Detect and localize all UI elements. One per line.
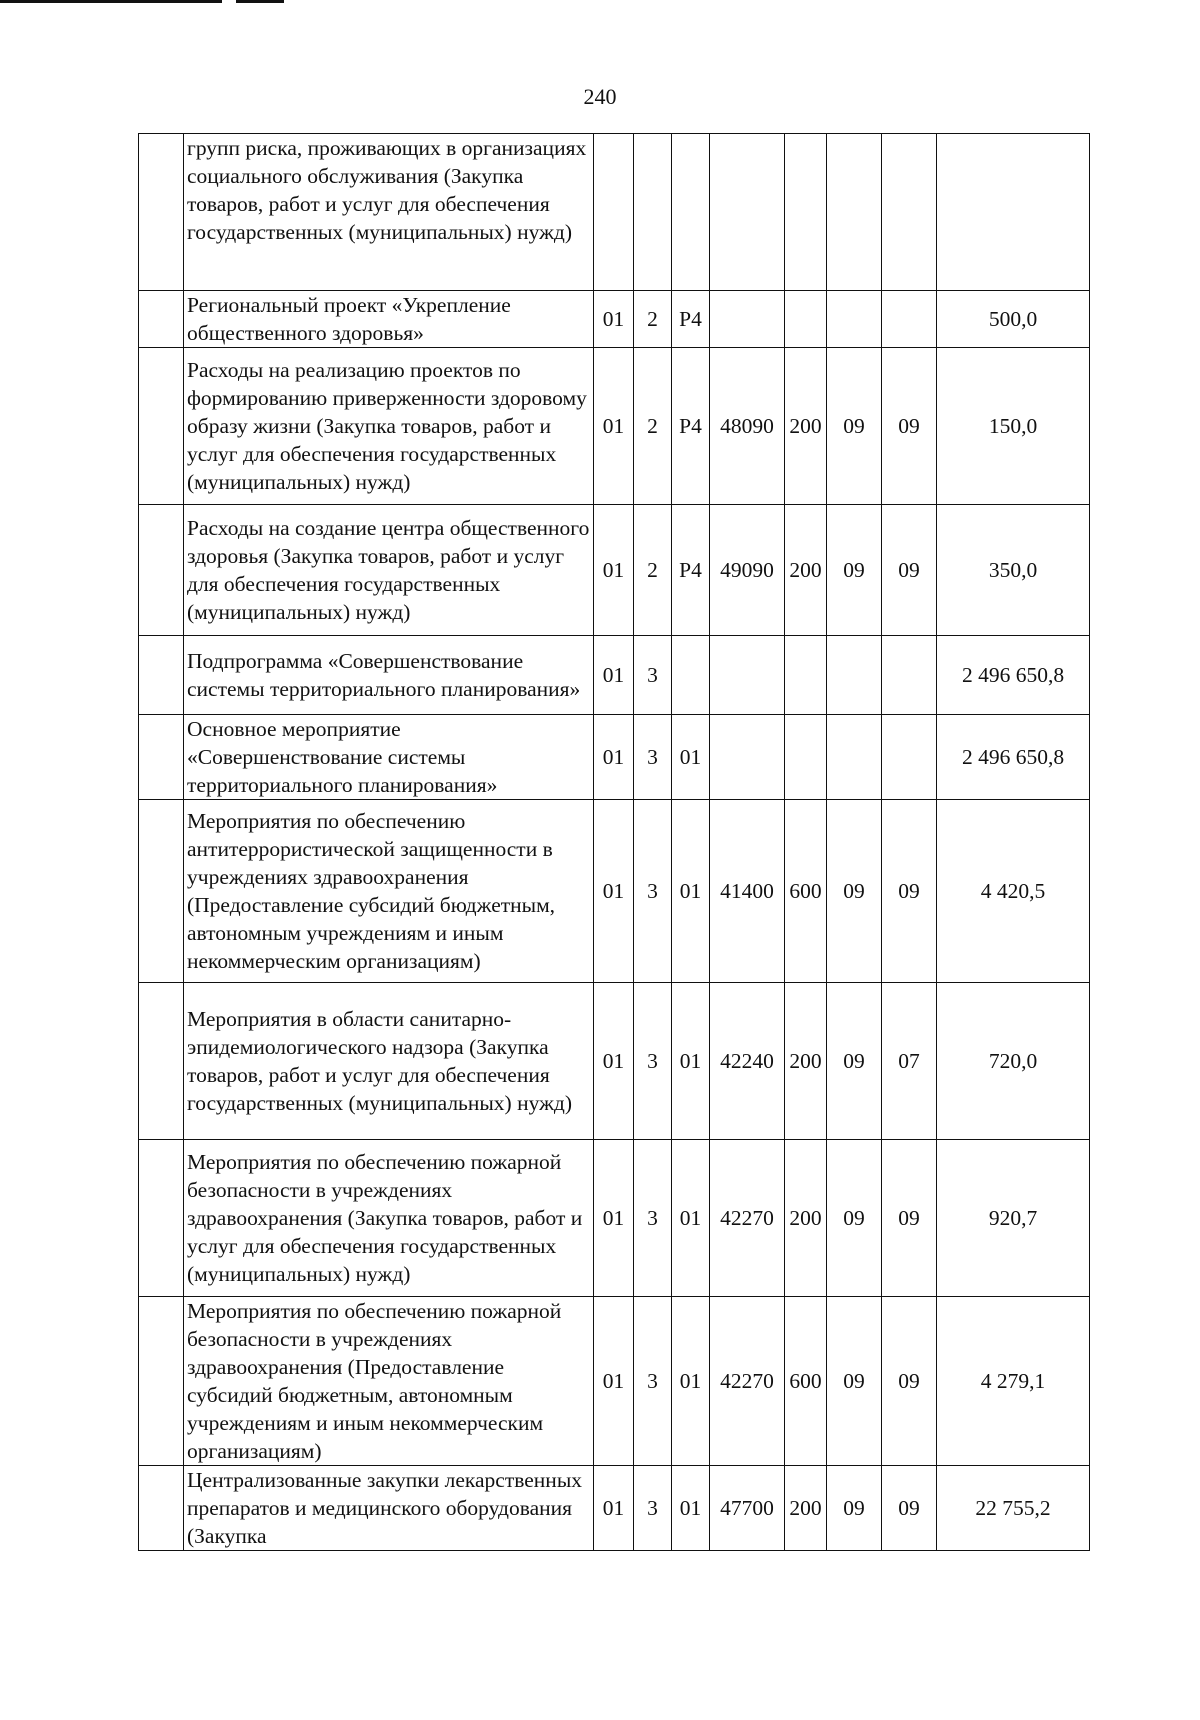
program-code: 01 xyxy=(594,1466,634,1551)
expense-type-code xyxy=(785,134,827,291)
direction-code: 48090 xyxy=(710,348,785,505)
program-code: 01 xyxy=(594,715,634,800)
budget-table xyxy=(138,133,1090,1551)
subsection-code: 09 xyxy=(882,348,937,505)
section-code: 09 xyxy=(827,983,882,1140)
direction-code: 41400 xyxy=(710,800,785,983)
row-name: Мероприятия по обеспечению пожарной безопасности в учреждениях здравоохранения (Закупка товаров, работ и услуг для обеспечения государственных (муниципальных) нужд) xyxy=(184,1140,594,1297)
row-number-cell xyxy=(139,505,184,636)
table-body xyxy=(139,134,1090,1551)
row-name: Основное мероприятие «Совершенствование системы территориального планирования» xyxy=(184,715,594,800)
subsection-code: 09 xyxy=(882,800,937,983)
page-number: 240 xyxy=(583,84,617,109)
amount: 2 496 650,8 xyxy=(937,636,1090,715)
amount: 2 496 650,8 xyxy=(937,715,1090,800)
subsection-code: 09 xyxy=(882,1466,937,1551)
subsection-code: 09 xyxy=(882,1297,937,1466)
expense-type-code: 200 xyxy=(785,348,827,505)
amount: 4 279,1 xyxy=(937,1297,1090,1466)
event-code: 01 xyxy=(672,1297,710,1466)
row-number-cell xyxy=(139,291,184,348)
program-code xyxy=(594,134,634,291)
program-code: 01 xyxy=(594,1140,634,1297)
row-number-cell xyxy=(139,800,184,983)
event-code: 01 xyxy=(672,983,710,1140)
table-row xyxy=(139,134,1090,291)
subsection-code xyxy=(882,291,937,348)
row-name: групп риска, проживающих в организациях социального обслуживания (Закупка товаров, работ и услуг для обеспечения государственных (муниципальных) нужд) xyxy=(184,134,594,291)
direction-code xyxy=(710,636,785,715)
subprogram-code: 3 xyxy=(634,1466,672,1551)
event-code: 01 xyxy=(672,1140,710,1297)
subprogram-code: 2 xyxy=(634,291,672,348)
table-row xyxy=(139,715,1090,800)
table-row xyxy=(139,983,1090,1140)
subprogram-code: 3 xyxy=(634,636,672,715)
section-code xyxy=(827,134,882,291)
row-name: Мероприятия по обеспечению антитеррористической защищенности в учреждениях здравоохранения (Предоставление субсидий бюджетным, автономным учреждениям и иным некоммерческим организациям) xyxy=(184,800,594,983)
row-number-cell xyxy=(139,1140,184,1297)
top-edge-line-short xyxy=(236,0,284,3)
program-code: 01 xyxy=(594,505,634,636)
amount: 920,7 xyxy=(937,1140,1090,1297)
event-code xyxy=(672,636,710,715)
amount: 4 420,5 xyxy=(937,800,1090,983)
event-code: P4 xyxy=(672,291,710,348)
expense-type-code xyxy=(785,291,827,348)
subprogram-code: 2 xyxy=(634,348,672,505)
section-code xyxy=(827,636,882,715)
program-code: 01 xyxy=(594,800,634,983)
expense-type-code xyxy=(785,636,827,715)
section-code: 09 xyxy=(827,1297,882,1466)
table-row xyxy=(139,636,1090,715)
table-row xyxy=(139,1297,1090,1466)
expense-type-code: 600 xyxy=(785,1297,827,1466)
table-row xyxy=(139,1466,1090,1551)
expense-type-code: 200 xyxy=(785,1466,827,1551)
expense-type-code: 600 xyxy=(785,800,827,983)
subprogram-code: 3 xyxy=(634,800,672,983)
event-code: P4 xyxy=(672,348,710,505)
program-code: 01 xyxy=(594,1297,634,1466)
row-name: Подпрограмма «Совершенствование системы территориального планирования» xyxy=(184,636,594,715)
program-code: 01 xyxy=(594,291,634,348)
subprogram-code: 3 xyxy=(634,983,672,1140)
subprogram-code xyxy=(634,134,672,291)
row-number-cell xyxy=(139,1466,184,1551)
subsection-code xyxy=(882,715,937,800)
row-number-cell xyxy=(139,636,184,715)
event-code: P4 xyxy=(672,505,710,636)
subprogram-code: 3 xyxy=(634,715,672,800)
top-edge-line xyxy=(0,0,222,3)
table-row xyxy=(139,291,1090,348)
row-number-cell xyxy=(139,983,184,1140)
table-row xyxy=(139,505,1090,636)
section-code xyxy=(827,715,882,800)
direction-code: 49090 xyxy=(710,505,785,636)
row-name: Мероприятия в области санитарно-эпидемиологического надзора (Закупка товаров, работ и услуг для обеспечения государственных (муниципальных) нужд) xyxy=(184,983,594,1140)
amount xyxy=(937,134,1090,291)
row-number-cell xyxy=(139,715,184,800)
row-name: Мероприятия по обеспечению пожарной безопасности в учреждениях здравоохранения (Предоставление субсидий бюджетным, автономным учреждениям и иным некоммерческим организациям) xyxy=(184,1297,594,1466)
event-code: 01 xyxy=(672,1466,710,1551)
expense-type-code: 200 xyxy=(785,505,827,636)
program-code: 01 xyxy=(594,348,634,505)
section-code: 09 xyxy=(827,1466,882,1551)
subsection-code: 07 xyxy=(882,983,937,1140)
amount: 150,0 xyxy=(937,348,1090,505)
row-name: Региональный проект «Укрепление общественного здоровья» xyxy=(184,291,594,348)
section-code: 09 xyxy=(827,1140,882,1297)
subprogram-code: 3 xyxy=(634,1140,672,1297)
row-number-cell xyxy=(139,134,184,291)
program-code: 01 xyxy=(594,983,634,1140)
section-code: 09 xyxy=(827,348,882,505)
subprogram-code: 3 xyxy=(634,1297,672,1466)
direction-code xyxy=(710,291,785,348)
program-code: 01 xyxy=(594,636,634,715)
section-code: 09 xyxy=(827,800,882,983)
expense-type-code: 200 xyxy=(785,983,827,1140)
subsection-code: 09 xyxy=(882,1140,937,1297)
subsection-code xyxy=(882,134,937,291)
row-number-cell xyxy=(139,348,184,505)
row-number-cell xyxy=(139,1297,184,1466)
table-row xyxy=(139,800,1090,983)
amount: 500,0 xyxy=(937,291,1090,348)
event-code: 01 xyxy=(672,715,710,800)
subprogram-code: 2 xyxy=(634,505,672,636)
table-row xyxy=(139,1140,1090,1297)
expense-type-code xyxy=(785,715,827,800)
expense-type-code: 200 xyxy=(785,1140,827,1297)
event-code: 01 xyxy=(672,800,710,983)
direction-code: 47700 xyxy=(710,1466,785,1551)
row-name: Централизованные закупки лекарственных препаратов и медицинского оборудования (Закупка xyxy=(184,1466,594,1551)
section-code xyxy=(827,291,882,348)
subsection-code: 09 xyxy=(882,505,937,636)
direction-code xyxy=(710,715,785,800)
amount: 350,0 xyxy=(937,505,1090,636)
table-row xyxy=(139,348,1090,505)
section-code: 09 xyxy=(827,505,882,636)
subsection-code xyxy=(882,636,937,715)
event-code xyxy=(672,134,710,291)
direction-code xyxy=(710,134,785,291)
amount: 22 755,2 xyxy=(937,1466,1090,1551)
direction-code: 42240 xyxy=(710,983,785,1140)
row-name: Расходы на создание центра общественного здоровья (Закупка товаров, работ и услуг для обеспечения государственных (муниципальных) нужд) xyxy=(184,505,594,636)
direction-code: 42270 xyxy=(710,1297,785,1466)
amount: 720,0 xyxy=(937,983,1090,1140)
row-name: Расходы на реализацию проектов по формированию приверженности здоровому образу жизни (Закупка товаров, работ и услуг для обеспечения государственных (муниципальных) нужд) xyxy=(184,348,594,505)
direction-code: 42270 xyxy=(710,1140,785,1297)
